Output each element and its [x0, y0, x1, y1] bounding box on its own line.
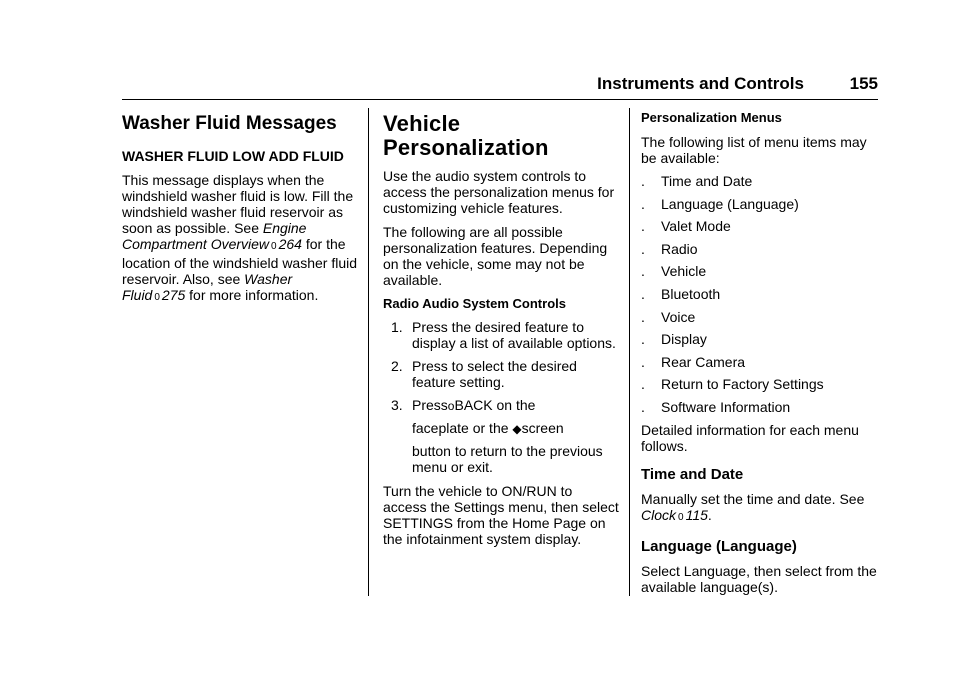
menu-item-text: Display [661, 331, 707, 348]
time-and-date-heading: Time and Date [641, 465, 744, 483]
text-run: . [707, 506, 712, 523]
back-arrow-icon: ◆ [512, 422, 522, 436]
bullet: . [641, 353, 645, 370]
page-ref-115[interactable]: 115 [685, 506, 708, 523]
page-ref-275[interactable]: 275 [161, 287, 186, 303]
list-item [641, 309, 881, 325]
column-divider-right [629, 108, 630, 596]
step-text: Press the desired feature to display a list of available options. [412, 319, 616, 351]
step-text: screen [521, 420, 564, 436]
step-text-line [412, 420, 619, 437]
list-item [641, 286, 881, 302]
intro-paragraph: Use the audio system controls to access the personalization menus for customizing vehicle features. [383, 168, 615, 216]
list-item [641, 263, 881, 279]
bullet: . [641, 240, 645, 257]
details-paragraph: Detailed information for each menu follows. [641, 421, 859, 454]
menu-item-text: Return to Factory Settings [661, 376, 824, 393]
menu-item-text: Radio [661, 240, 698, 257]
page-ref-icon: 0 [678, 511, 684, 523]
page-ref-icon: 0 [271, 241, 277, 252]
section-title-washer-fluid: Washer Fluid Messages [122, 113, 337, 134]
bullet: . [641, 195, 645, 212]
step-text: Press [412, 397, 448, 413]
text-run: for the location of the windshield washer fluid reservoir. Also, see [122, 236, 358, 287]
features-paragraph: The following are all possible personalization features. Depending on the vehicle, some may not be available. [383, 224, 608, 288]
step-item [383, 358, 619, 390]
list-item [641, 331, 881, 347]
text-run: for more information. [185, 287, 319, 303]
bullet: . [641, 376, 645, 393]
steps-list [383, 319, 619, 475]
step-text: Press to select the desired feature setting. [412, 358, 577, 390]
section-title-vehicle-personalization: Vehicle Personalization [383, 111, 549, 160]
menu-item-text: Rear Camera [661, 353, 746, 370]
step-number: 3. [391, 397, 403, 413]
language-heading: Language (Language) [641, 537, 797, 555]
step-item [383, 319, 619, 351]
language-paragraph: Select Language, then select from the available language(s). [641, 562, 877, 595]
column-personalization-menus [641, 108, 881, 595]
step-number: 1. [391, 319, 403, 335]
list-item [641, 354, 881, 370]
menu-item-text: Software Information [661, 398, 791, 415]
step-text: BACK on the [454, 397, 536, 413]
bullet: . [641, 263, 645, 280]
step-text: faceplate or the [412, 420, 509, 436]
menu-items-list [641, 173, 881, 415]
menu-item-text: Voice [661, 308, 696, 325]
link-clock[interactable]: Clock [641, 506, 677, 523]
bullet: . [641, 285, 645, 302]
step-number: 2. [391, 358, 403, 374]
menu-item-text: Vehicle [661, 263, 707, 280]
menu-item-text: Time and Date [661, 173, 753, 189]
radio-controls-heading: Radio Audio System Controls [383, 296, 566, 311]
menu-item-text: Bluetooth [661, 285, 721, 302]
menu-intro-paragraph: The following list of menu items may be available: [641, 134, 867, 166]
washer-fluid-paragraph [122, 172, 358, 306]
step-text-line [412, 397, 619, 414]
step-text: button to return to the previous menu or exit. [412, 443, 603, 475]
list-item [641, 196, 881, 212]
time-and-date-paragraph [641, 491, 881, 526]
bullet: . [641, 173, 645, 189]
column-washer-fluid [122, 108, 358, 306]
list-item [641, 376, 881, 392]
message-heading: WASHER FLUID LOW ADD FLUID [122, 148, 344, 164]
settings-paragraph: Turn the vehicle to ON/RUN to access the Settings menu, then select SETTINGS from the Home Page on the infotainment system display. [383, 483, 619, 547]
menu-item-text: Language (Language) [661, 195, 799, 212]
list-item [641, 399, 881, 415]
column-vehicle-personalization [383, 108, 619, 547]
column-divider-left [368, 108, 369, 596]
list-item [641, 173, 881, 189]
text-run: Manually set the time and date. See [641, 490, 865, 507]
bullet: . [641, 398, 645, 415]
bullet: . [641, 218, 645, 235]
page-ref-icon: 0 [154, 292, 160, 303]
step-item [383, 397, 619, 475]
list-item [641, 241, 881, 257]
text-run: This message displays when the windshield washer fluid is low. Fill the windshield washer fluid reservoir as soon as possible. See [122, 172, 354, 236]
link-washer-fluid[interactable]: Washer Fluid [122, 271, 293, 303]
menu-item-text: Valet Mode [661, 218, 731, 235]
menus-heading: Personalization Menus [641, 110, 782, 125]
bullet: . [641, 331, 645, 348]
page-ref-264[interactable]: 264 [278, 236, 302, 252]
section-name: Instruments and Controls [597, 74, 804, 93]
list-item [641, 218, 881, 234]
bullet: . [641, 308, 645, 325]
header-rule [122, 99, 878, 100]
page-number: 155 [849, 74, 878, 93]
link-engine-compartment-overview[interactable]: Engine Compartment Overview [122, 220, 307, 252]
back-icon: o [447, 399, 455, 413]
